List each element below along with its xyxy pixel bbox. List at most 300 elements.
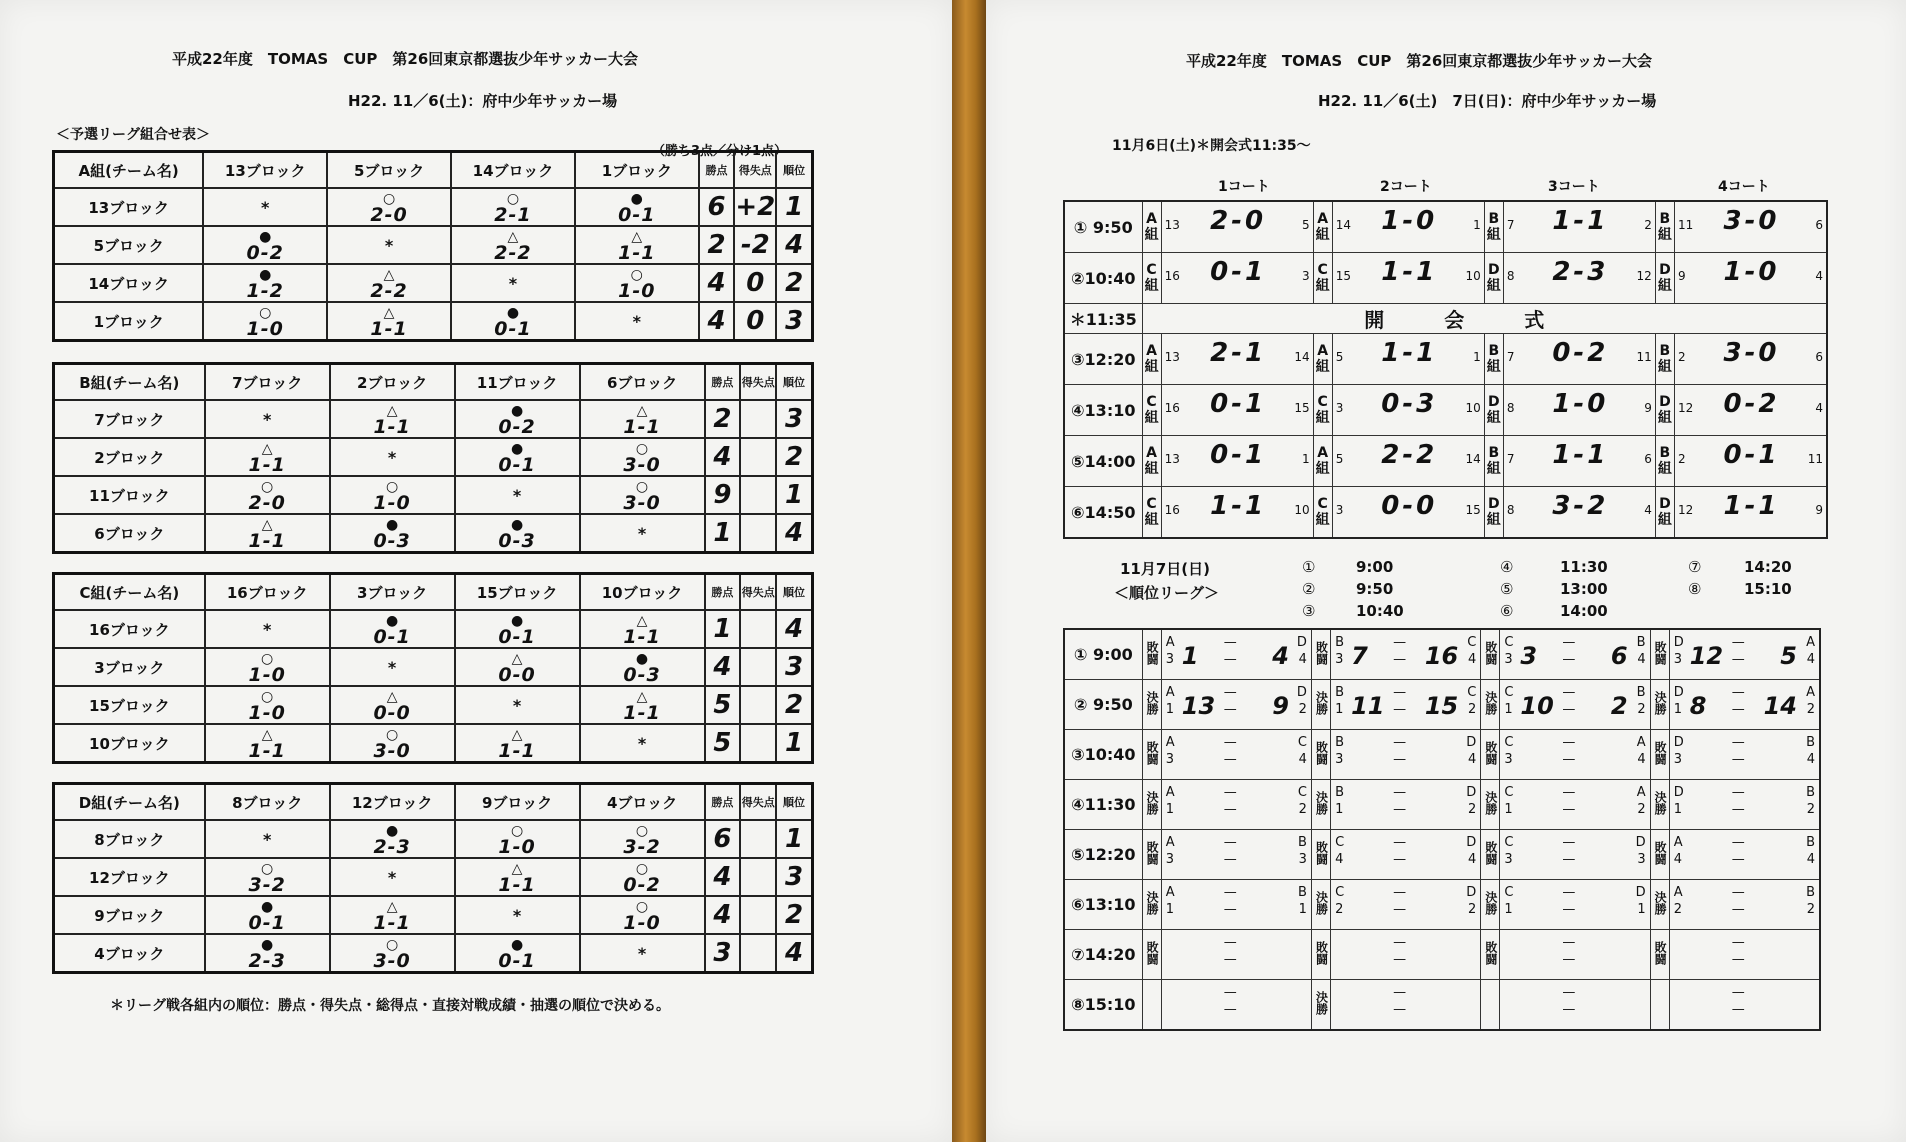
team-row bbox=[54, 896, 813, 934]
score-blanks bbox=[1732, 734, 1745, 768]
result-cell bbox=[575, 302, 699, 341]
home-group: D bbox=[1673, 785, 1684, 800]
slot-number: ⑦ bbox=[1688, 558, 1702, 576]
home-seed bbox=[1674, 684, 1684, 718]
score-blanks bbox=[1393, 834, 1406, 868]
slot-time: ②10:40 bbox=[1064, 253, 1142, 304]
dash: — bbox=[1562, 885, 1576, 900]
result-cell bbox=[205, 686, 330, 724]
result bbox=[249, 653, 286, 685]
away-rank: 3 bbox=[1637, 852, 1646, 867]
away-seed bbox=[1466, 784, 1476, 818]
dash: — bbox=[1562, 702, 1576, 717]
score-blanks bbox=[1393, 934, 1406, 968]
away-group: D bbox=[1296, 685, 1307, 700]
match-type-label: 敗闘 bbox=[1483, 840, 1498, 865]
dash: — bbox=[1731, 652, 1745, 667]
day2-label: 11月7日(日) bbox=[1120, 560, 1211, 578]
match-cell bbox=[1500, 680, 1650, 730]
result bbox=[494, 193, 531, 225]
match-cell bbox=[1674, 487, 1827, 539]
result-score: 2-3 bbox=[248, 950, 286, 972]
result-cell bbox=[330, 648, 455, 686]
stat-header: 得失点 bbox=[734, 152, 776, 189]
result bbox=[623, 691, 660, 723]
result-cell bbox=[580, 610, 705, 648]
result-score: 1-0 bbox=[248, 702, 286, 724]
row-team-label: 10ブロック bbox=[54, 724, 205, 763]
home-seed bbox=[1674, 634, 1684, 668]
left-subtitle: H22. 11／6(土)：府中少年サッカー場 bbox=[348, 92, 618, 110]
slot-time: ⑤12:20 bbox=[1064, 830, 1142, 880]
result-cell bbox=[580, 686, 705, 724]
group-name: D組(チーム名) bbox=[54, 784, 205, 821]
home-group: C bbox=[1504, 635, 1514, 650]
result-cell bbox=[330, 724, 455, 763]
match-type bbox=[1311, 830, 1330, 880]
match-cell bbox=[1161, 629, 1311, 680]
header-row bbox=[54, 574, 813, 611]
team-header: 2ブロック bbox=[330, 364, 455, 401]
match-score: 1-1 bbox=[1381, 338, 1438, 368]
result-score: 1-1 bbox=[623, 416, 661, 438]
away-group: C bbox=[1467, 635, 1477, 650]
result-score: 1-0 bbox=[373, 492, 411, 514]
dash: — bbox=[1562, 985, 1576, 1000]
result-cell bbox=[575, 226, 699, 264]
home-block: 16 bbox=[1164, 269, 1180, 283]
team-header: 7ブロック bbox=[205, 364, 330, 401]
home-group: C bbox=[1504, 835, 1514, 850]
result-cell bbox=[580, 438, 705, 476]
match-type-label: 敗闘 bbox=[1653, 640, 1668, 665]
dash: — bbox=[1731, 702, 1745, 717]
self-marker: * bbox=[387, 867, 397, 887]
match-score: 3-0 bbox=[1723, 206, 1780, 236]
home-block: 8 bbox=[1506, 401, 1515, 415]
right-title: 平成22年度 TOMAS CUP 第26回東京都選抜少年サッカー大会 bbox=[1186, 52, 1652, 70]
match-type bbox=[1311, 980, 1330, 1031]
result-score: 1-0 bbox=[248, 664, 286, 686]
match-cell bbox=[1674, 385, 1827, 436]
dash: — bbox=[1731, 685, 1745, 700]
match-type bbox=[1650, 629, 1669, 680]
pts-cell bbox=[705, 934, 741, 973]
slot-number: ② bbox=[1302, 580, 1316, 598]
match-cell bbox=[1332, 436, 1484, 487]
match-type bbox=[1650, 880, 1669, 930]
result-cell bbox=[575, 264, 699, 302]
match-cell bbox=[1331, 780, 1481, 830]
home-block: 7 bbox=[1506, 452, 1515, 466]
dash: — bbox=[1562, 652, 1576, 667]
gd-cell bbox=[734, 264, 776, 302]
result-score: 1-1 bbox=[373, 912, 411, 934]
home-team-no: 7 bbox=[1351, 642, 1368, 670]
dash: — bbox=[1393, 852, 1407, 867]
home-rank: 3 bbox=[1165, 852, 1175, 867]
result bbox=[623, 443, 660, 475]
away-rank: 2 bbox=[1637, 802, 1646, 817]
result-cell bbox=[580, 514, 705, 553]
gd-cell bbox=[734, 188, 776, 226]
match-score: 0-1 bbox=[1210, 440, 1267, 470]
result-mark: ● bbox=[510, 937, 524, 953]
self-marker: * bbox=[632, 311, 641, 331]
gd-value: 0 bbox=[746, 268, 765, 298]
home-block: 2 bbox=[1677, 350, 1686, 364]
match-cell bbox=[1332, 385, 1484, 436]
team-header: 1ブロック bbox=[575, 152, 699, 189]
home-group: C bbox=[1335, 835, 1345, 850]
match-type-label: 敗闘 bbox=[1145, 840, 1160, 865]
result-score: 1-1 bbox=[248, 454, 286, 476]
result-score: 0-2 bbox=[498, 416, 536, 438]
match-cell bbox=[1669, 880, 1820, 930]
score-blanks bbox=[1224, 784, 1237, 818]
result bbox=[623, 405, 660, 437]
result-mark: ● bbox=[386, 517, 399, 533]
dash: — bbox=[1223, 935, 1237, 950]
away-block: 15 bbox=[1294, 401, 1310, 415]
rank-value: 4 bbox=[784, 518, 804, 548]
row-team-label: 12ブロック bbox=[54, 858, 205, 896]
result-score: 1-1 bbox=[618, 242, 656, 264]
slot-time: 14:20 bbox=[1744, 558, 1792, 576]
home-seed bbox=[1335, 734, 1344, 768]
away-group: B bbox=[1806, 835, 1815, 850]
away-seed bbox=[1298, 884, 1307, 918]
result bbox=[494, 307, 531, 339]
result-cell bbox=[580, 820, 705, 858]
match-type bbox=[1142, 980, 1161, 1031]
result-score: 0-2 bbox=[246, 242, 284, 264]
result-cell bbox=[455, 934, 580, 973]
home-group: A bbox=[1165, 835, 1175, 850]
away-group: D bbox=[1466, 735, 1477, 750]
match-cell bbox=[1674, 334, 1827, 385]
match-type bbox=[1650, 830, 1669, 880]
dash: — bbox=[1223, 685, 1237, 700]
slot-time: 10:40 bbox=[1356, 602, 1404, 620]
team-header: 9ブロック bbox=[455, 784, 580, 821]
stat-header: 勝点 bbox=[705, 364, 741, 401]
home-rank: 1 bbox=[1504, 802, 1513, 817]
row-team-label: 1ブロック bbox=[54, 302, 204, 341]
dash: — bbox=[1393, 735, 1407, 750]
match-cell bbox=[1503, 201, 1655, 253]
match-cell bbox=[1161, 385, 1313, 436]
home-team-no: 3 bbox=[1520, 642, 1538, 670]
away-team-no: 6 bbox=[1610, 642, 1628, 670]
pts-cell bbox=[699, 302, 735, 341]
match-type bbox=[1311, 730, 1330, 780]
group-tag: A組 bbox=[1142, 334, 1161, 385]
match-cell bbox=[1331, 830, 1481, 880]
away-block: 11 bbox=[1807, 452, 1823, 466]
match-type bbox=[1481, 880, 1500, 930]
score-blanks bbox=[1224, 734, 1237, 768]
result-score: 0-1 bbox=[373, 626, 411, 648]
match-score: 2-2 bbox=[1381, 440, 1438, 470]
match-cell bbox=[1503, 253, 1655, 304]
dash: — bbox=[1731, 785, 1745, 800]
match-type bbox=[1311, 930, 1330, 980]
stat-header: 勝点 bbox=[705, 784, 741, 821]
dash: — bbox=[1393, 785, 1407, 800]
home-seed bbox=[1335, 634, 1344, 668]
dash: — bbox=[1393, 652, 1407, 667]
home-block: 14 bbox=[1335, 218, 1352, 232]
result bbox=[249, 443, 286, 475]
pts-value: 1 bbox=[713, 614, 732, 644]
result bbox=[249, 863, 286, 895]
pts-value: 6 bbox=[707, 192, 726, 222]
result bbox=[618, 231, 655, 263]
result-mark: ● bbox=[259, 267, 272, 283]
match-type-label: 敗闘 bbox=[1483, 740, 1498, 765]
result-score: 0-3 bbox=[498, 530, 536, 552]
away-seed bbox=[1298, 834, 1307, 868]
team-row bbox=[54, 858, 813, 896]
result bbox=[370, 269, 407, 301]
match-type-label: 敗闘 bbox=[1145, 740, 1160, 765]
result-mark: ○ bbox=[259, 305, 272, 321]
self-marker: * bbox=[637, 523, 647, 543]
result-cell bbox=[205, 934, 330, 973]
dash: — bbox=[1562, 1002, 1576, 1017]
group-tag: D組 bbox=[1655, 487, 1674, 539]
result-mark: △ bbox=[261, 727, 273, 743]
match-cell bbox=[1161, 880, 1311, 930]
result bbox=[623, 615, 660, 647]
team-row bbox=[54, 188, 813, 226]
pts-value: 4 bbox=[713, 442, 732, 472]
dash: — bbox=[1393, 802, 1407, 817]
day2-row bbox=[1064, 730, 1820, 780]
result-mark: ● bbox=[259, 229, 272, 245]
dash: — bbox=[1731, 885, 1745, 900]
slot-time: ⑦14:20 bbox=[1064, 930, 1142, 980]
group-tag: A組 bbox=[1142, 436, 1161, 487]
slot-time: 11:30 bbox=[1560, 558, 1608, 576]
result bbox=[249, 939, 286, 971]
result bbox=[373, 939, 410, 971]
slot-time: ⑤14:00 bbox=[1064, 436, 1142, 487]
home-rank: 1 bbox=[1673, 802, 1683, 817]
away-seed bbox=[1806, 834, 1815, 868]
match-type bbox=[1650, 930, 1669, 980]
result bbox=[373, 691, 410, 723]
home-team-no: 10 bbox=[1520, 692, 1554, 720]
result-cell bbox=[205, 858, 330, 896]
away-block: 4 bbox=[1644, 503, 1652, 517]
rank-cell bbox=[776, 724, 812, 763]
rank-value: 2 bbox=[784, 690, 804, 720]
away-group: A bbox=[1806, 685, 1815, 700]
away-team-no: 4 bbox=[1272, 642, 1289, 670]
result bbox=[373, 481, 410, 513]
result-mark: △ bbox=[511, 727, 523, 743]
match-type-label: 決勝 bbox=[1483, 790, 1498, 815]
self-marker: * bbox=[387, 447, 397, 467]
day1-row bbox=[1064, 201, 1827, 253]
result-mark: △ bbox=[636, 613, 648, 629]
league-table-d bbox=[52, 782, 814, 974]
away-rank: 2 bbox=[1467, 702, 1477, 717]
result-cell bbox=[205, 610, 330, 648]
result bbox=[249, 519, 286, 551]
match-cell bbox=[1161, 830, 1311, 880]
away-group: A bbox=[1636, 735, 1646, 750]
away-seed bbox=[1637, 684, 1646, 718]
pts-value: 9 bbox=[713, 480, 732, 510]
dash: — bbox=[1393, 952, 1407, 967]
result-cell bbox=[580, 896, 705, 934]
dash: — bbox=[1223, 735, 1237, 750]
pts-cell bbox=[705, 858, 741, 896]
match-type-label: 決勝 bbox=[1314, 790, 1329, 815]
match-cell bbox=[1674, 201, 1827, 253]
match-cell bbox=[1669, 680, 1820, 730]
away-rank: 4 bbox=[1467, 752, 1477, 767]
team-row bbox=[54, 610, 813, 648]
home-rank: 1 bbox=[1165, 902, 1175, 917]
match-type bbox=[1650, 680, 1669, 730]
day2-sub: ＜順位リーグ＞ bbox=[1114, 584, 1220, 602]
stat-header: 順位 bbox=[776, 152, 812, 189]
pts-cell bbox=[705, 896, 741, 934]
result-cell bbox=[455, 400, 580, 438]
group-tag: B組 bbox=[1484, 201, 1503, 253]
away-seed bbox=[1806, 634, 1815, 668]
home-rank: 4 bbox=[1673, 852, 1683, 867]
result-cell bbox=[580, 476, 705, 514]
result-score: 1-1 bbox=[248, 740, 286, 762]
home-rank: 3 bbox=[1165, 652, 1175, 667]
away-rank: 2 bbox=[1806, 702, 1815, 717]
match-type-label: 決勝 bbox=[1653, 690, 1668, 715]
dash: — bbox=[1393, 985, 1407, 1000]
match-score: 3-2 bbox=[1552, 491, 1609, 521]
match-type bbox=[1481, 930, 1500, 980]
match-cell bbox=[1669, 629, 1820, 680]
gd-cell bbox=[734, 302, 776, 341]
gd-cell bbox=[734, 226, 776, 264]
result-cell bbox=[580, 648, 705, 686]
match-cell bbox=[1161, 201, 1313, 253]
pts-value: 3 bbox=[713, 938, 732, 968]
result-score: 0-1 bbox=[618, 204, 656, 226]
gd-cell bbox=[740, 686, 776, 724]
home-seed bbox=[1504, 834, 1513, 868]
home-group: A bbox=[1165, 785, 1175, 800]
home-team-no: 13 bbox=[1181, 692, 1216, 720]
match-type-label: 決勝 bbox=[1483, 890, 1498, 915]
home-group: B bbox=[1335, 685, 1344, 700]
match-type-label: 決勝 bbox=[1145, 890, 1160, 915]
home-seed bbox=[1504, 884, 1513, 918]
home-seed bbox=[1504, 684, 1513, 718]
away-rank: 4 bbox=[1298, 752, 1307, 767]
gd-value: +2 bbox=[735, 192, 776, 222]
home-seed bbox=[1335, 884, 1344, 918]
board-divider bbox=[952, 0, 986, 1142]
result-mark: ○ bbox=[635, 861, 649, 877]
result-mark: △ bbox=[636, 689, 648, 705]
result-cell bbox=[205, 896, 330, 934]
dash: — bbox=[1393, 752, 1407, 767]
match-cell bbox=[1503, 334, 1655, 385]
team-header: 14ブロック bbox=[451, 152, 575, 189]
away-seed bbox=[1806, 684, 1815, 718]
rank-cell bbox=[776, 820, 812, 858]
group-tag: A組 bbox=[1142, 201, 1161, 253]
result-score: 0-1 bbox=[248, 912, 286, 934]
match-cell bbox=[1332, 253, 1484, 304]
away-block: 4 bbox=[1815, 401, 1823, 415]
dash: — bbox=[1562, 852, 1576, 867]
away-group: B bbox=[1806, 735, 1815, 750]
result-cell bbox=[455, 514, 580, 553]
self-marker: * bbox=[384, 235, 394, 255]
home-rank: 1 bbox=[1335, 702, 1344, 717]
away-group: C bbox=[1297, 785, 1307, 800]
slot-time: ＊11:35 bbox=[1064, 304, 1142, 334]
result-score: 1-0 bbox=[498, 836, 536, 858]
dash: — bbox=[1393, 635, 1407, 650]
result-cell bbox=[575, 188, 699, 226]
match-cell bbox=[1331, 980, 1481, 1031]
match-cell bbox=[1669, 930, 1820, 980]
dash: — bbox=[1731, 952, 1745, 967]
result bbox=[498, 825, 535, 857]
away-group: B bbox=[1298, 835, 1307, 850]
result-mark: ○ bbox=[635, 899, 649, 915]
match-type bbox=[1142, 730, 1161, 780]
away-block: 6 bbox=[1815, 350, 1823, 364]
away-rank: 1 bbox=[1298, 902, 1307, 917]
slot-time: ③12:20 bbox=[1064, 334, 1142, 385]
result-cell bbox=[205, 724, 330, 763]
match-type bbox=[1311, 680, 1330, 730]
day1-schedule-table bbox=[1063, 200, 1828, 539]
away-block: 6 bbox=[1644, 452, 1652, 466]
away-block: 5 bbox=[1301, 218, 1310, 232]
dash: — bbox=[1223, 785, 1237, 800]
match-score: 2-3 bbox=[1552, 257, 1609, 287]
result-mark: ● bbox=[630, 191, 643, 207]
pts-value: 4 bbox=[713, 900, 732, 930]
court-header: 2コート bbox=[1380, 179, 1432, 195]
rank-cell bbox=[776, 514, 812, 553]
away-team-no: 14 bbox=[1763, 692, 1797, 720]
match-cell bbox=[1332, 201, 1484, 253]
group-name: A組(チーム名) bbox=[54, 152, 204, 189]
home-seed bbox=[1166, 884, 1175, 918]
match-type-label: 決勝 bbox=[1145, 790, 1160, 815]
result-score: 1-0 bbox=[623, 912, 661, 934]
match-type bbox=[1481, 629, 1500, 680]
home-seed bbox=[1166, 834, 1175, 868]
home-group: D bbox=[1673, 635, 1684, 650]
match-score: 0-0 bbox=[1381, 491, 1438, 521]
slot-time: 9:00 bbox=[1356, 558, 1394, 576]
team-row bbox=[54, 264, 813, 302]
rank-cell bbox=[776, 438, 812, 476]
home-rank: 3 bbox=[1335, 752, 1344, 767]
dash: — bbox=[1562, 735, 1576, 750]
